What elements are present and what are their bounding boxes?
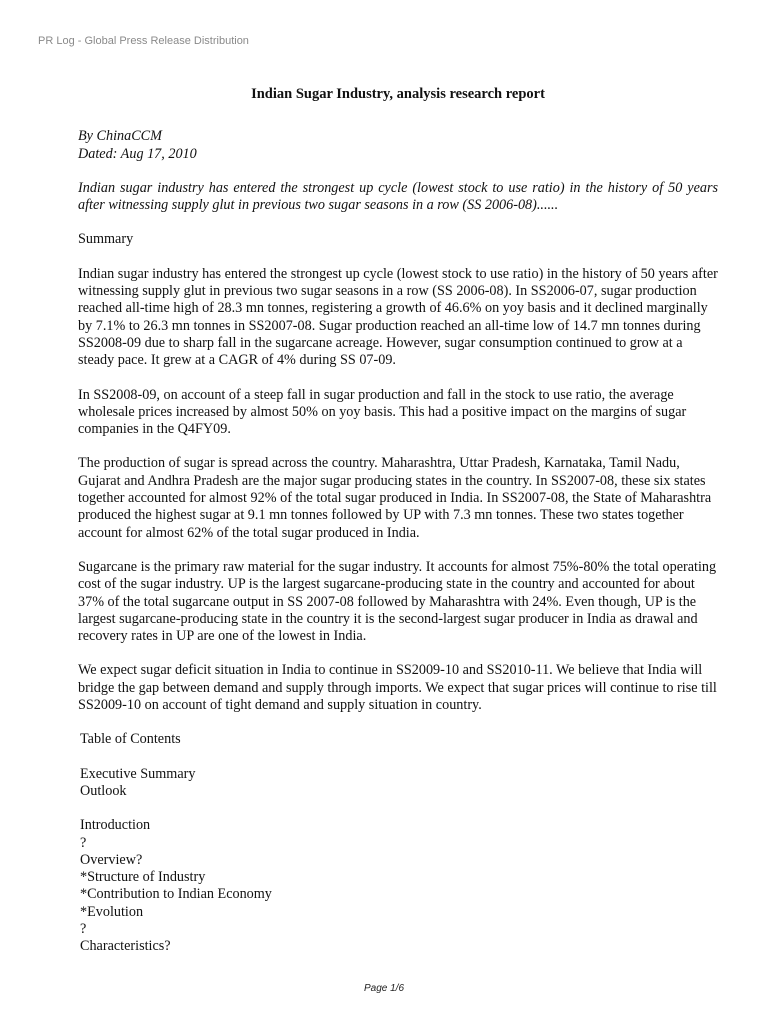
- body-paragraph: Indian sugar industry has entered the strongest up cycle (lowest stock to use ratio) in the history of 50 years after witnessing supply glut in previous two sugar seasons in a row (SS 2006-08). In SS2006-07, sugar production reached all-time high of 28.3 mn tonnes, registering a growth of 46.6% on yoy basis and it declined marginally by 7.1% to 26.3 mn tonnes in SS2007-08. Sugar production reached an all-time low of 14.7 mn tonnes during SS2008-09 due to sharp fall in the sugarcane acreage. However, sugar consumption continued to grow at a steady pace. It grew at a CAGR of 4% during SS 07-09.: [78, 265, 718, 369]
- toc-item: *Contribution to Indian Economy: [80, 886, 272, 903]
- toc-item: Introduction: [80, 817, 151, 834]
- toc-item: ?: [80, 920, 87, 937]
- document-title: Indian Sugar Industry, analysis research report: [251, 86, 545, 102]
- toc-item: *Evolution: [80, 903, 144, 920]
- toc-item: Outlook: [80, 782, 127, 799]
- date-line: Dated: Aug 17, 2010: [78, 145, 197, 162]
- lead-paragraph: Indian sugar industry has entered the strongest up cycle (lowest stock to use ratio) in the history of 50 years after witnessing supply glut in previous two sugar seasons in a row (SS 2006-08)......: [78, 179, 718, 214]
- toc-item: Executive Summary: [80, 765, 196, 782]
- toc-item: ?: [80, 834, 87, 851]
- page-number: Page 1/6: [363, 983, 405, 994]
- source-header: PR Log - Global Press Release Distribution: [38, 35, 249, 47]
- toc-item: Characteristics?: [80, 938, 171, 955]
- byline: By ChinaCCM: [78, 128, 162, 145]
- toc-heading-block: [80, 731, 718, 748]
- toc-group-1: [80, 766, 718, 801]
- body-paragraph: We expect sugar deficit situation in India to continue in SS2009-10 and SS2010-11. We believe that India will bridge the gap between demand and supply through imports. We expect that sugar prices will continue to rise till SS2009-10 on account of tight demand and supply situation in country.: [78, 662, 717, 714]
- toc-heading: Table of Contents: [80, 731, 181, 748]
- summary-heading: Summary: [78, 231, 134, 248]
- body-paragraph: Sugarcane is the primary raw material for the sugar industry. It accounts for almost 75%-80% the total operating cost of the sugar industry. UP is the largest sugarcane-producing state in the country and accounted for about 37% of the total sugarcane output in SS 2007-08 followed by Maharashtra with 24%. Even though, UP is the largest sugarcane-producing state in the country it is the second-largest sugar producer in India as drawal and recovery rates in UP are one of the lowest in India.: [78, 558, 717, 645]
- document-body: [78, 86, 718, 973]
- body-paragraph: In SS2008-09, on account of a steep fall in sugar production and fall in the stock to use ratio, the average wholesale prices increased by almost 50% on yoy basis. This had a positive impact on the margins of sugar companies in the Q4FY09.: [78, 386, 687, 438]
- toc-item: Overview?: [80, 851, 143, 868]
- toc-item: *Structure of Industry: [80, 869, 206, 886]
- toc-group-2: [80, 817, 718, 955]
- body-paragraph: The production of sugar is spread across the country. Maharashtra, Uttar Pradesh, Karnataka, Tamil Nadu, Gujarat and Andhra Pradesh are the major sugar producing states in the country. In SS2007-08, these six states together accounted for almost 92% of the total sugar produced in India. In SS2007-08, the State of Maharashtra produced the highest sugar at 9.1 mn tonnes followed by UP with 7.3 mn tonnes. These two states together account for almost 62% of the total sugar produced in India.: [78, 455, 712, 541]
